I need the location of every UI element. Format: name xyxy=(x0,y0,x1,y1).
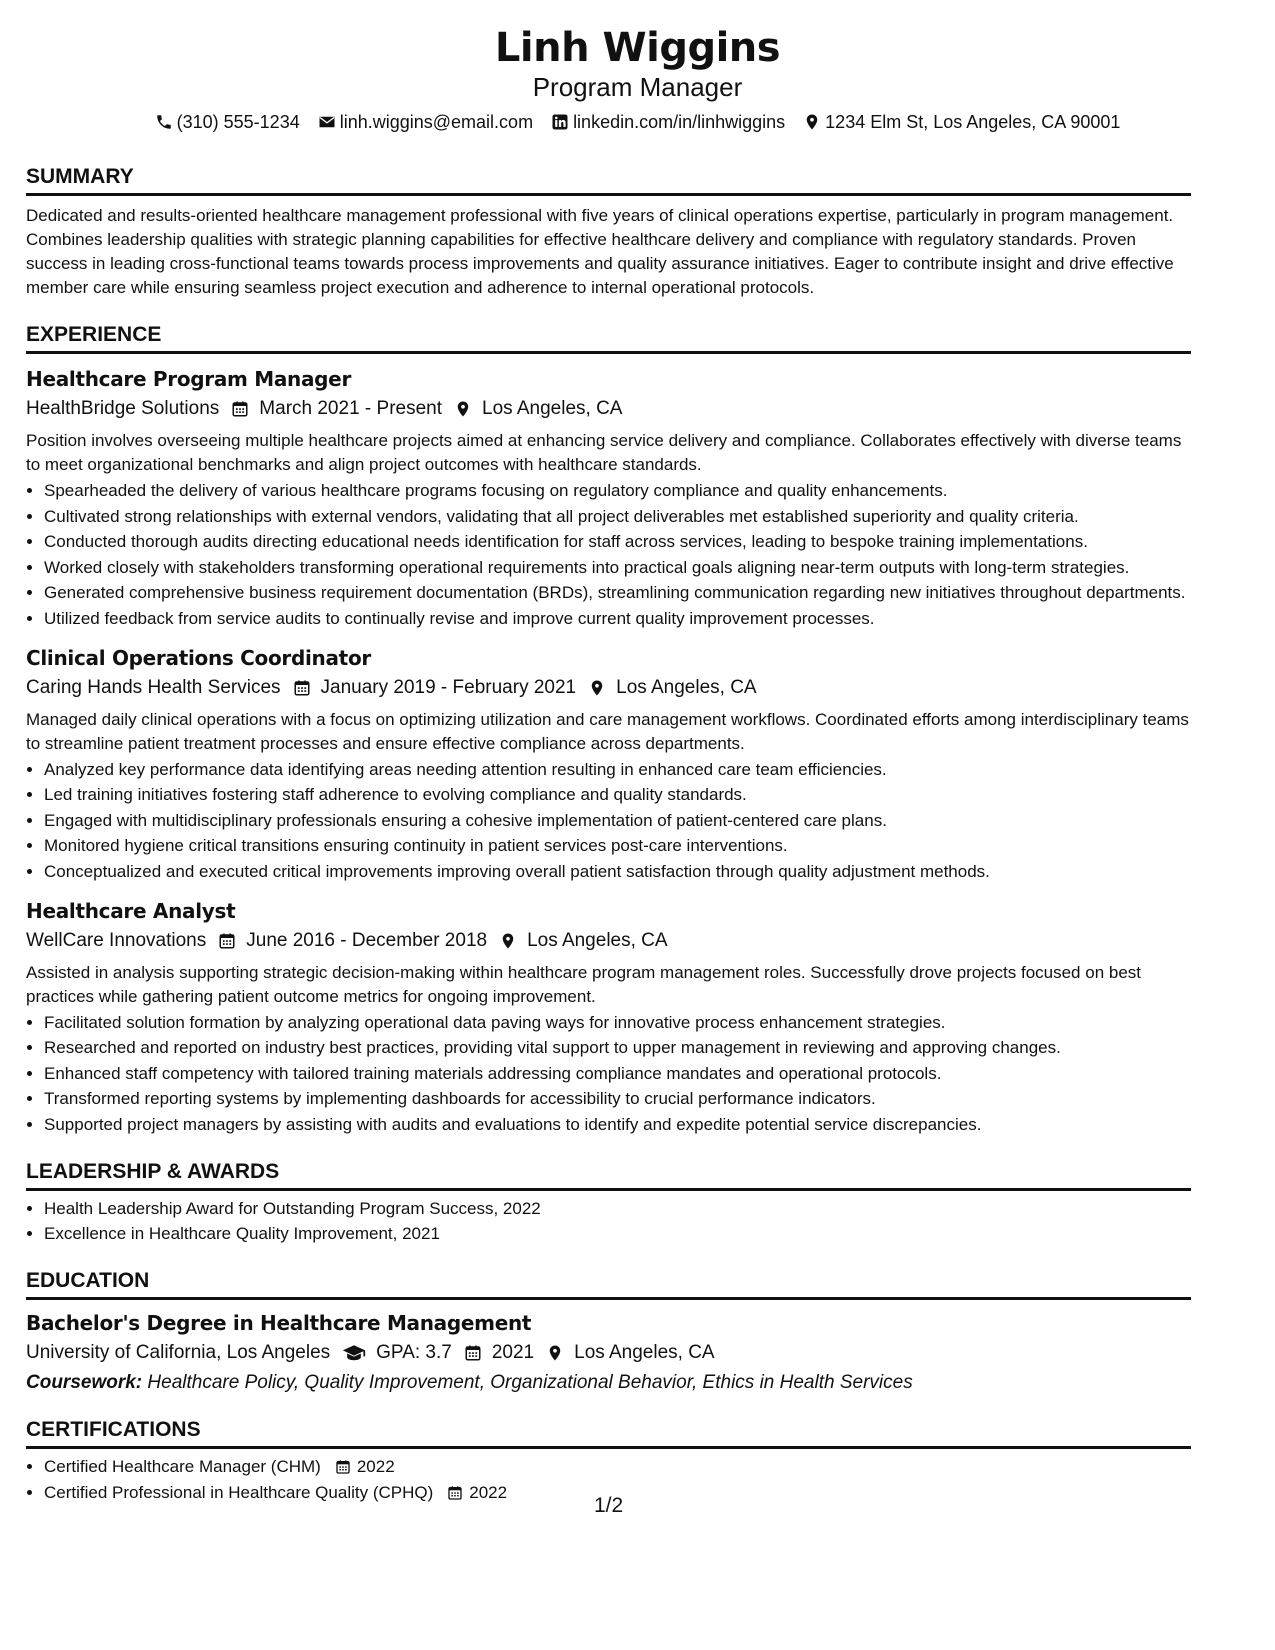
summary-text: Dedicated and results-oriented healthcare management professional with five years of clinical operations expertise, particularly in program management. Combines leadership qualities with strategic planning capabilities for effective healthcare delivery and compliance with regulatory standards. Proven success in leading cross-functional teams towards process improvements and quality assurance initiatives. Eager to contribute insight and drive effective member care while ensuring seamless project execution and adherence to internal operational protocols. xyxy=(26,206,1174,297)
map-pin-icon xyxy=(588,679,606,697)
school-name: University of California, Los Angeles xyxy=(26,1342,331,1363)
coursework-label: Coursework: xyxy=(26,1372,143,1393)
job-bullets xyxy=(26,479,1191,631)
job-bullets xyxy=(26,1011,1191,1137)
job-company: Caring Hands Health Services xyxy=(26,676,281,698)
certification-year: 2022 xyxy=(469,1482,508,1502)
page-number: 1/2 xyxy=(594,1494,624,1517)
coursework xyxy=(26,1369,1191,1397)
map-pin-icon xyxy=(546,1344,564,1362)
job-bullets xyxy=(26,758,1191,884)
job-description: Assisted in analysis supporting strategic decision-making within healthcare program management roles. Successfully drove projects focused on best practices while gathering patient outcome metrics for ongoing improvement. xyxy=(26,962,1142,1006)
contact-bar xyxy=(84,110,1191,134)
job-bullet: • Cultivated strong relationships with external vendors, validating that all project deliverables met established superiority and quality criteria. xyxy=(44,505,1191,529)
linkedin-text: linkedin.com/in/linhwiggins xyxy=(573,112,786,132)
job-location: Los Angeles, CA xyxy=(527,929,668,951)
education-meta xyxy=(26,1339,1191,1367)
job-location: Los Angeles, CA xyxy=(616,676,757,698)
phone-text: (310) 555-1234 xyxy=(176,112,300,132)
certification-item xyxy=(44,1455,1191,1479)
contact-email[interactable] xyxy=(318,110,533,134)
map-pin-icon xyxy=(454,400,472,418)
job-description: Position involves overseeing multiple healthcare projects aimed at enhancing service delivery and compliance. Collaborates effectively with diverse teams to meet organizational benchmarks and align project outcomes with healthcare standards. xyxy=(26,431,1182,474)
calendar-icon xyxy=(218,932,236,950)
job-company: WellCare Innovations xyxy=(26,929,207,951)
graduation-cap-icon xyxy=(342,1344,366,1362)
job-bullet: • Conceptualized and executed critical improvements improving overall patient satisfaction through quality adjustment methods. xyxy=(44,860,1191,884)
calendar-icon xyxy=(447,1485,463,1501)
job-company: HealthBridge Solutions xyxy=(26,398,220,419)
job-bullet: • Spearheaded the delivery of various healthcare programs focusing on regulatory compliance and quality enhancements. xyxy=(44,479,1191,503)
contact-phone xyxy=(155,110,300,134)
section-experience-title: EXPERIENCE xyxy=(26,322,1191,354)
education-entry xyxy=(26,1310,1191,1397)
certification-year: 2022 xyxy=(356,1457,395,1476)
envelope-icon xyxy=(318,113,336,131)
section-awards-title: LEADERSHIP & AWARDS xyxy=(26,1159,1191,1191)
address-text: 1234 Elm St, Los Angeles, CA 90001 xyxy=(825,112,1121,132)
job-bullet: • Facilitated solution formation by analyzing operational data paving ways for innovative process enhancement strategies. xyxy=(44,1011,1191,1035)
job-bullet: • Supported project managers by assisting with audits and evaluations to identify and expedite potential service discrepancies. xyxy=(44,1113,1191,1137)
map-pin-icon xyxy=(499,932,517,950)
job-title: Healthcare Analyst xyxy=(26,898,236,923)
degree-title: Bachelor's Degree in Healthcare Management xyxy=(26,1311,532,1335)
email-text: linh.wiggins@email.com xyxy=(339,112,534,132)
phone-icon xyxy=(155,113,173,131)
job-entry xyxy=(26,898,1191,1137)
gpa: GPA: 3.7 xyxy=(376,1342,452,1363)
job-bullet: • Transformed reporting systems by implementing dashboards for accessibility to crucial performance indicators. xyxy=(44,1087,1191,1111)
school-location: Los Angeles, CA xyxy=(574,1342,715,1363)
job-bullet: • Engaged with multidisciplinary professionals ensuring a cohesive implementation of patient-centered care plans. xyxy=(44,809,1191,833)
job-bullet: • Worked closely with stakeholders transforming operational requirements into practical goals aligning near-term outputs with long-term strategies. xyxy=(44,556,1191,580)
section-education-title: EDUCATION xyxy=(26,1268,1191,1300)
certification-name: • Certified Healthcare Manager (CHM) xyxy=(44,1457,321,1476)
contact-linkedin[interactable] xyxy=(551,110,785,134)
job-title: Clinical Operations Coordinator xyxy=(26,645,371,670)
graduation-year: 2021 xyxy=(491,1342,535,1363)
experience-list xyxy=(26,366,1191,1137)
job-meta xyxy=(26,674,1191,702)
job-meta xyxy=(26,395,1191,423)
job-location: Los Angeles, CA xyxy=(482,398,623,419)
job-dates: March 2021 - Present xyxy=(259,398,442,419)
candidate-name: Linh Wiggins xyxy=(494,25,781,71)
section-certifications-title: CERTIFICATIONS xyxy=(26,1417,1191,1449)
award-item: • Excellence in Healthcare Quality Improvement, 2021 xyxy=(44,1222,1191,1246)
section-summary-title: SUMMARY xyxy=(26,164,1191,196)
job-entry xyxy=(26,366,1191,631)
job-entry xyxy=(26,645,1191,884)
calendar-icon xyxy=(293,679,311,697)
job-dates: June 2016 - December 2018 xyxy=(246,929,488,951)
linkedin-icon xyxy=(551,113,569,131)
job-bullet: • Monitored hygiene critical transitions ensuring continuity in patient services post-care interventions. xyxy=(44,834,1191,858)
award-item: • Health Leadership Award for Outstanding Program Success, 2022 xyxy=(44,1197,1191,1221)
job-bullet: • Conducted thorough audits directing educational needs identification for staff across services, leading to bespoke training implementations. xyxy=(44,530,1191,554)
awards-list xyxy=(26,1197,1191,1247)
job-bullet: • Researched and reported on industry best practices, providing vital support to upper management in reviewing and approving changes. xyxy=(44,1036,1191,1060)
calendar-icon xyxy=(231,400,249,418)
candidate-title: Program Manager xyxy=(532,72,743,102)
calendar-icon xyxy=(335,1459,351,1475)
calendar-icon xyxy=(464,1344,482,1362)
map-pin-icon xyxy=(803,113,821,131)
job-bullet: • Led training initiatives fostering staff adherence to evolving compliance and quality standards. xyxy=(44,783,1191,807)
coursework-list: Healthcare Policy, Quality Improvement, Organizational Behavior, Ethics in Health Services xyxy=(147,1372,913,1393)
contact-address xyxy=(803,110,1120,134)
job-description: Managed daily clinical operations with a focus on optimizing utilization and care management workflows. Coordinated efforts among interdisciplinary teams to streamline patient treatment processes and ensure effective compliance across departments. xyxy=(26,709,1189,753)
job-bullet: • Enhanced staff competency with tailored training materials addressing compliance mandates and operational protocols. xyxy=(44,1062,1191,1086)
job-dates: January 2019 - February 2021 xyxy=(320,676,577,698)
job-bullet: • Utilized feedback from service audits to continually revise and improve current quality improvement processes. xyxy=(44,607,1191,631)
job-meta xyxy=(26,927,1191,955)
certification-name: • Certified Professional in Healthcare Quality (CPHQ) xyxy=(44,1482,434,1502)
job-bullet: • Generated comprehensive business requirement documentation (BRDs), streamlining communication regarding new initiatives throughout departments. xyxy=(44,581,1191,605)
job-bullet: • Analyzed key performance data identifying areas needing attention resulting in enhanced care team efficiencies. xyxy=(44,758,1191,782)
job-title: Healthcare Program Manager xyxy=(26,367,352,391)
